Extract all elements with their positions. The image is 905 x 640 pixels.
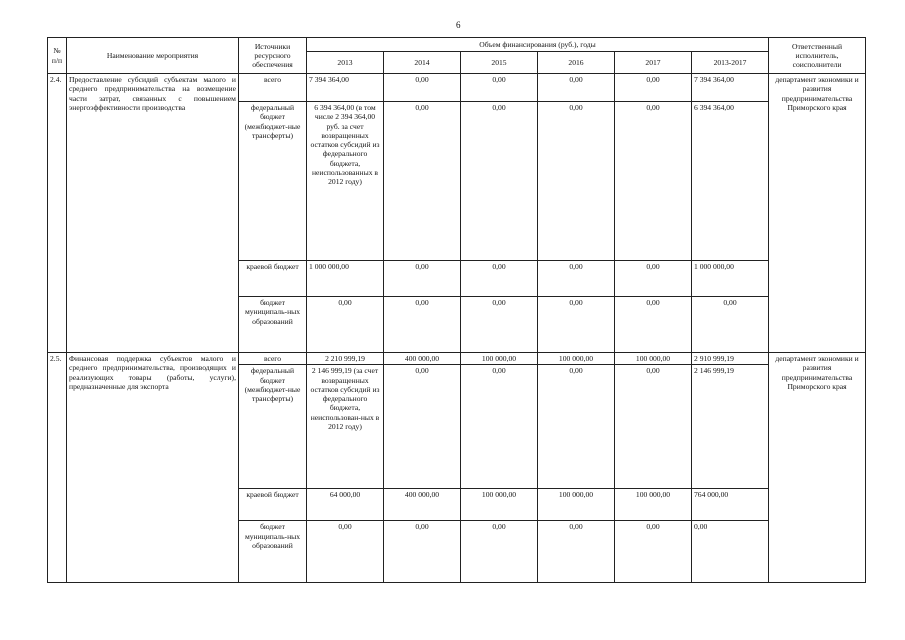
source-label: федеральный бюджет (межбюджет-ные трансферты) <box>239 102 307 261</box>
header-year: 2017 <box>615 52 692 74</box>
value-cell: 0,00 <box>384 102 461 261</box>
page-number: 6 <box>456 20 461 30</box>
table-row <box>48 74 866 102</box>
source-label: краевой бюджет <box>239 261 307 297</box>
value-cell: 0,00 <box>538 521 615 583</box>
value-cell: 0,00 <box>538 102 615 261</box>
value-cell: 100 000,00 <box>615 353 692 365</box>
value-cell: 0,00 <box>615 261 692 297</box>
value-cell: 0,00 <box>384 297 461 353</box>
value-cell: 0,00 <box>615 74 692 102</box>
value-cell: 0,00 <box>692 297 769 353</box>
value-cell: 0,00 <box>692 521 769 583</box>
value-cell: 1 000 000,00 <box>692 261 769 297</box>
responsible-executor: департамент экономики и развития предпринимательства Приморского края <box>769 353 866 583</box>
value-cell: 6 394 364,00 <box>692 102 769 261</box>
value-cell: 2 146 999,19 <box>692 365 769 489</box>
value-cell: 2 146 999,19 (за счет возвращенных остатков субсидий из федерального бюджета, неиспользован-ных в 2012 году) <box>307 365 384 489</box>
value-cell: 0,00 <box>615 102 692 261</box>
value-cell: 0,00 <box>384 365 461 489</box>
table-row <box>48 353 866 365</box>
value-cell: 0,00 <box>384 521 461 583</box>
value-cell: 0,00 <box>307 521 384 583</box>
value-cell: 100 000,00 <box>538 489 615 521</box>
value-cell: 0,00 <box>538 365 615 489</box>
source-label: краевой бюджет <box>239 489 307 521</box>
value-cell: 100 000,00 <box>461 489 538 521</box>
value-cell: 0,00 <box>461 74 538 102</box>
financing-table <box>47 37 866 583</box>
responsible-executor: департамент экономики и развития предпринимательства Приморского края <box>769 74 866 353</box>
value-cell: 6 394 364,00 (в том числе 2 394 364,00 руб. за счет возвращенных остатков субсидий из федерального бюджета, неиспользованных в 2012 году) <box>307 102 384 261</box>
value-cell: 7 394 364,00 <box>692 74 769 102</box>
value-cell: 100 000,00 <box>461 353 538 365</box>
source-label: всего <box>239 353 307 365</box>
row-number: 2.4. <box>48 74 67 353</box>
header-num: № п/п <box>48 38 67 74</box>
value-cell: 0,00 <box>461 365 538 489</box>
value-cell: 400 000,00 <box>384 353 461 365</box>
measure-name: Предоставление субсидий субъектам малого и среднего предпринимательства на возмещение части затрат, связанных с повышением энергоэффективности производства <box>67 74 239 353</box>
header-year: 2014 <box>384 52 461 74</box>
value-cell: 0,00 <box>538 261 615 297</box>
value-cell: 0,00 <box>615 521 692 583</box>
source-label: бюджет муниципаль-ных образований <box>239 297 307 353</box>
source-label: бюджет муниципаль-ных образований <box>239 521 307 583</box>
value-cell: 100 000,00 <box>538 353 615 365</box>
value-cell: 100 000,00 <box>615 489 692 521</box>
value-cell: 0,00 <box>384 74 461 102</box>
value-cell: 400 000,00 <box>384 489 461 521</box>
value-cell: 7 394 364,00 <box>307 74 384 102</box>
source-label: всего <box>239 74 307 102</box>
value-cell: 0,00 <box>461 521 538 583</box>
header-year: 2013-2017 <box>692 52 769 74</box>
source-label: федеральный бюджет (межбюджет-ные трансферты) <box>239 365 307 489</box>
value-cell: 0,00 <box>384 261 461 297</box>
row-number: 2.5. <box>48 353 67 583</box>
value-cell: 0,00 <box>538 74 615 102</box>
measure-name: Финансовая поддержка субъектов малого и среднего предпринимательства, производящих и реализующих товары (работы, услуги), предназначенные для экспорта <box>67 353 239 583</box>
value-cell: 0,00 <box>307 297 384 353</box>
value-cell: 0,00 <box>615 365 692 489</box>
value-cell: 0,00 <box>461 261 538 297</box>
header-year: 2015 <box>461 52 538 74</box>
header-year: 2016 <box>538 52 615 74</box>
value-cell: 64 000,00 <box>307 489 384 521</box>
header-year: 2013 <box>307 52 384 74</box>
header-source: Источники ресурсного обеспечения <box>239 38 307 74</box>
value-cell: 0,00 <box>538 297 615 353</box>
header-funding-group: Объем финансирования (руб.), годы <box>307 38 769 52</box>
header-name: Наименование мероприятия <box>67 38 239 74</box>
value-cell: 2 210 999,19 <box>307 353 384 365</box>
value-cell: 0,00 <box>615 297 692 353</box>
value-cell: 764 000,00 <box>692 489 769 521</box>
header-responsible: Ответственный исполнитель, соисполнители <box>769 38 866 74</box>
value-cell: 0,00 <box>461 102 538 261</box>
value-cell: 2 910 999,19 <box>692 353 769 365</box>
value-cell: 0,00 <box>461 297 538 353</box>
value-cell: 1 000 000,00 <box>307 261 384 297</box>
